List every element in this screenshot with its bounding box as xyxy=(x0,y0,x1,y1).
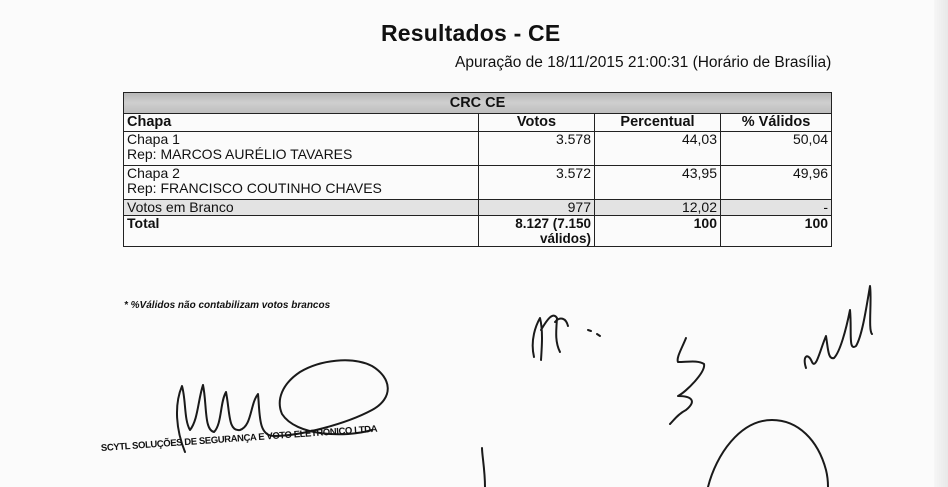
signature-3 xyxy=(805,286,872,368)
blank-votes-label: Votos em Branco xyxy=(124,200,479,216)
chapa-rep: Rep: FRANCISCO COUTINHO CHAVES xyxy=(127,180,382,196)
signature-5 xyxy=(482,448,485,487)
percentual-cell: 12,02 xyxy=(595,200,721,216)
chapa-rep: Rep: MARCOS AURÉLIO TAVARES xyxy=(127,146,353,162)
percentual-cell: 43,95 xyxy=(595,166,721,200)
total-validos-cell: 100 xyxy=(721,216,832,247)
col-header-chapa: Chapa xyxy=(124,114,479,132)
validos-cell: 50,04 xyxy=(721,132,832,166)
signature-2 xyxy=(670,338,704,424)
total-percentual-cell: 100 xyxy=(595,216,721,247)
validos-cell: - xyxy=(721,200,832,216)
votos-cell: 3.578 xyxy=(479,132,595,166)
col-header-votos: Votos xyxy=(479,114,595,132)
page-title: Resultados - CE xyxy=(381,20,561,46)
validos-cell: 49,96 xyxy=(721,166,832,200)
signature-1 xyxy=(533,316,600,360)
total-label: Total xyxy=(124,216,479,247)
chapa-name: Chapa 1 xyxy=(127,131,180,147)
page-subtitle: Apuração de 18/11/2015 21:00:31 (Horário de Brasília) xyxy=(455,54,832,71)
total-votos-line1: 8.127 (7.150 xyxy=(515,216,591,231)
company-stamp: SCYTL SOLUÇÕES DE SEGURANÇA E VOTO ELETRÔNICO LTDA xyxy=(100,423,378,454)
votos-cell: 977 xyxy=(479,200,595,216)
votos-cell: 3.572 xyxy=(479,166,595,200)
col-header-validos: % Válidos xyxy=(721,114,832,132)
total-votos-line2: válidos) xyxy=(539,231,591,246)
signature-4 xyxy=(708,420,828,487)
table-caption: CRC CE xyxy=(124,93,832,114)
chapa-name: Chapa 2 xyxy=(127,165,180,181)
footnote: * %Válidos não contabilizam votos brancos xyxy=(124,300,331,311)
percentual-cell: 44,03 xyxy=(595,132,721,166)
col-header-percentual: Percentual xyxy=(595,114,721,132)
